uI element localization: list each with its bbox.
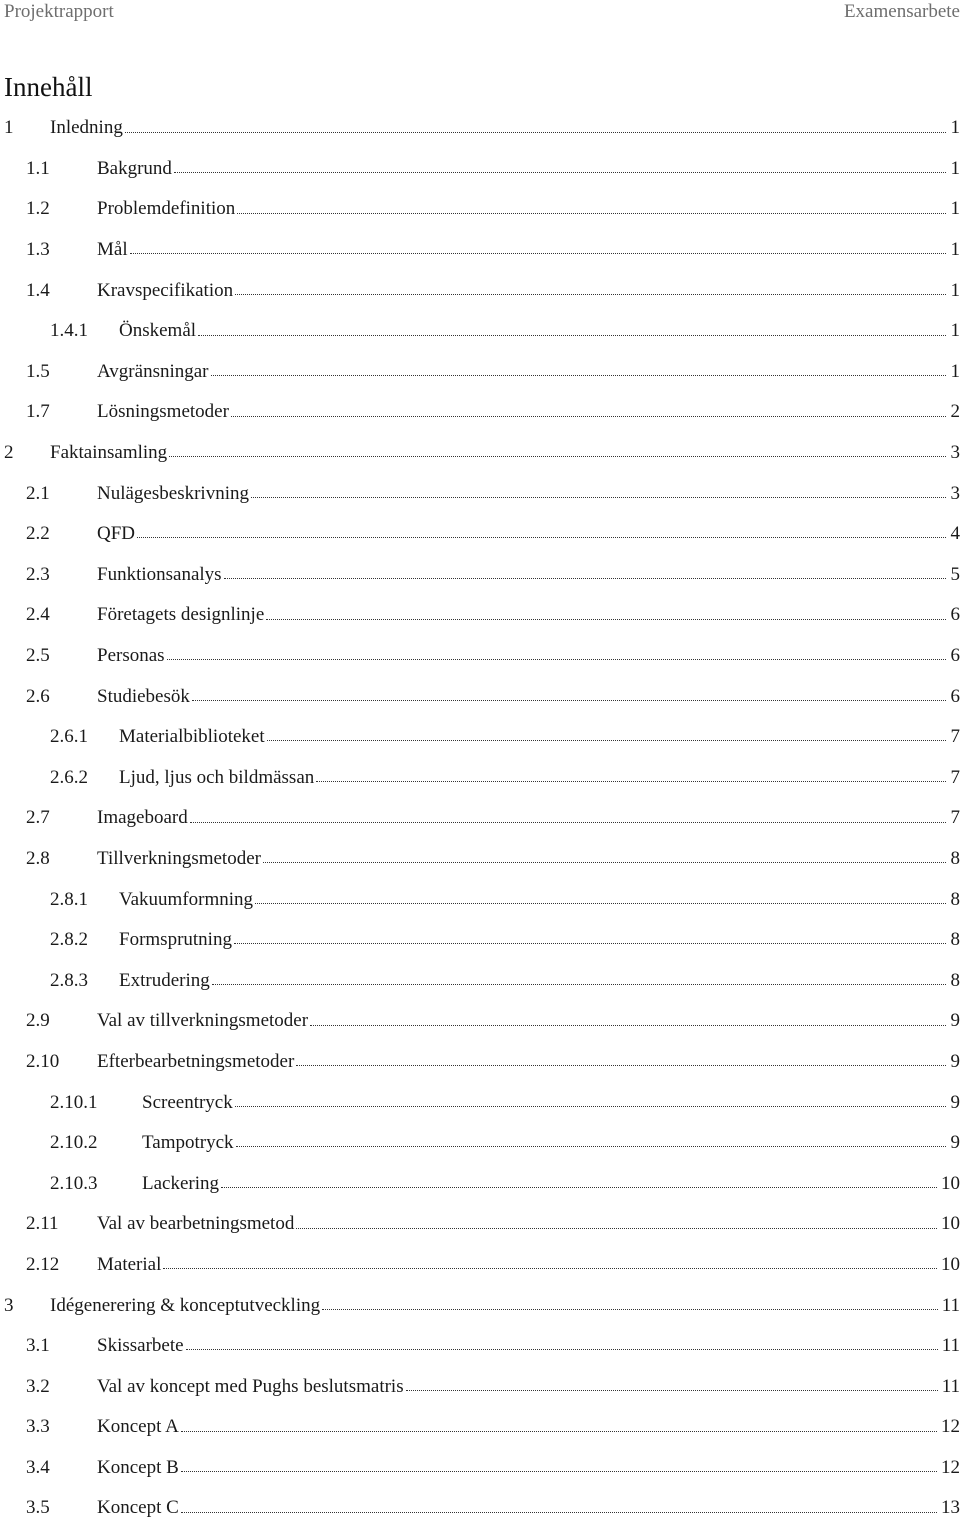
- toc-entry-page: 10: [939, 1213, 960, 1235]
- toc-entry[interactable]: [0, 717, 960, 758]
- toc-entry[interactable]: [0, 108, 960, 149]
- toc-entry-title[interactable]: Materialbiblioteket: [119, 726, 267, 748]
- toc-dot-leader: [224, 578, 946, 579]
- toc-entry-number: 3.1: [26, 1335, 50, 1357]
- toc-dot-leader: [192, 700, 946, 701]
- toc-entry-title[interactable]: Koncept B: [97, 1457, 181, 1479]
- toc-title: Innehåll: [4, 72, 92, 103]
- toc-entry-title[interactable]: Skissarbete: [97, 1335, 186, 1357]
- toc-entry-number: 2.3: [26, 564, 50, 586]
- toc-entry-page: 1: [949, 239, 960, 261]
- toc-entry-page: 8: [949, 889, 960, 911]
- toc-entry[interactable]: [0, 1488, 960, 1529]
- toc-entry-title[interactable]: Mål: [97, 239, 130, 261]
- table-of-contents: [0, 108, 960, 1529]
- toc-entry-page: 7: [949, 726, 960, 748]
- toc-entry-number: 1.5: [26, 361, 50, 383]
- toc-entry-page: 13: [939, 1497, 960, 1519]
- toc-entry-page: 11: [940, 1376, 960, 1398]
- page-header: [0, 0, 960, 26]
- toc-entry-page: 11: [940, 1335, 960, 1357]
- toc-entry-page: 6: [949, 604, 960, 626]
- toc-entry-title[interactable]: Imageboard: [97, 807, 190, 829]
- toc-entry-title[interactable]: Faktainsamling: [50, 442, 169, 464]
- toc-entry-number: 1.3: [26, 239, 50, 261]
- toc-entry-number: 2.11: [26, 1213, 59, 1235]
- toc-entry[interactable]: [0, 1245, 960, 1286]
- toc-entry-title[interactable]: Nulägesbeskrivning: [97, 483, 251, 505]
- toc-entry-title[interactable]: Kravspecifikation: [97, 280, 235, 302]
- toc-dot-leader: [235, 1106, 946, 1107]
- toc-entry-title[interactable]: Personas: [97, 645, 167, 667]
- toc-entry-page: 12: [939, 1457, 960, 1479]
- toc-entry[interactable]: [0, 392, 960, 433]
- toc-entry[interactable]: [0, 189, 960, 230]
- toc-dot-leader: [406, 1390, 938, 1391]
- toc-entry[interactable]: [0, 1082, 960, 1123]
- toc-entry-title[interactable]: QFD: [97, 523, 137, 545]
- toc-dot-leader: [211, 375, 946, 376]
- toc-entry-page: 8: [949, 929, 960, 951]
- toc-entry-number: 2.10.3: [50, 1173, 98, 1195]
- toc-entry-number: 2.10.2: [50, 1132, 98, 1154]
- toc-entry[interactable]: [0, 149, 960, 190]
- toc-entry-title[interactable]: Ljud, ljus och bildmässan: [119, 767, 316, 789]
- toc-entry-number: 2.10: [26, 1051, 59, 1073]
- toc-entry-page: 1: [949, 320, 960, 342]
- toc-entry[interactable]: [0, 1366, 960, 1407]
- toc-entry[interactable]: [0, 920, 960, 961]
- toc-entry[interactable]: [0, 352, 960, 393]
- toc-entry-title[interactable]: Efterbearbetningsmetoder: [97, 1051, 296, 1073]
- toc-entry-title[interactable]: Inledning: [50, 117, 125, 139]
- toc-dot-leader: [212, 984, 946, 985]
- toc-dot-leader: [255, 903, 946, 904]
- toc-dot-leader: [163, 1268, 937, 1269]
- toc-entry-page: 8: [949, 848, 960, 870]
- toc-dot-leader: [231, 416, 946, 417]
- toc-entry-number: 2.8.2: [50, 929, 88, 951]
- toc-entry[interactable]: [0, 514, 960, 555]
- toc-dot-leader: [296, 1228, 937, 1229]
- toc-dot-leader: [181, 1471, 937, 1472]
- toc-entry[interactable]: [0, 636, 960, 677]
- toc-entry-title[interactable]: Screentryck: [142, 1092, 235, 1114]
- toc-entry[interactable]: [0, 758, 960, 799]
- toc-entry-page: 10: [939, 1254, 960, 1276]
- toc-dot-leader: [167, 659, 946, 660]
- toc-entry-page: 1: [949, 158, 960, 180]
- toc-dot-leader: [237, 213, 946, 214]
- toc-entry-number: 2.8.1: [50, 889, 88, 911]
- toc-entry-page: 1: [949, 361, 960, 383]
- toc-entry-page: 12: [939, 1416, 960, 1438]
- toc-dot-leader: [310, 1025, 946, 1026]
- toc-entry-number: 3: [4, 1295, 14, 1317]
- toc-entry[interactable]: [0, 1204, 960, 1245]
- toc-entry-title[interactable]: Koncept C: [97, 1497, 181, 1519]
- toc-entry-title[interactable]: Lösningsmetoder: [97, 401, 231, 423]
- toc-entry[interactable]: [0, 1448, 960, 1489]
- toc-entry[interactable]: [0, 1001, 960, 1042]
- toc-entry[interactable]: [0, 676, 960, 717]
- toc-entry-page: 1: [949, 280, 960, 302]
- toc-entry[interactable]: [0, 473, 960, 514]
- toc-entry-page: 3: [949, 483, 960, 505]
- toc-entry-page: 7: [949, 807, 960, 829]
- toc-entry[interactable]: [0, 1042, 960, 1083]
- toc-entry[interactable]: [0, 230, 960, 271]
- toc-entry-page: 1: [949, 198, 960, 220]
- toc-dot-leader: [251, 497, 946, 498]
- toc-dot-leader: [137, 537, 946, 538]
- toc-entry-title[interactable]: Företagets designlinje: [97, 604, 266, 626]
- toc-entry-page: 6: [949, 686, 960, 708]
- toc-entry-page: 3: [949, 442, 960, 464]
- toc-entry-title[interactable]: Extrudering: [119, 970, 212, 992]
- toc-entry-number: 1.4: [26, 280, 50, 302]
- toc-entry-title[interactable]: Koncept A: [97, 1416, 181, 1438]
- toc-entry-title[interactable]: Studiebesök: [97, 686, 192, 708]
- toc-entry-page: 10: [939, 1173, 960, 1195]
- toc-entry[interactable]: [0, 960, 960, 1001]
- toc-entry-title[interactable]: Val av bearbetningsmetod: [97, 1213, 296, 1235]
- toc-entry-page: 1: [949, 117, 960, 139]
- toc-entry-page: 9: [949, 1132, 960, 1154]
- toc-dot-leader: [125, 132, 946, 133]
- toc-entry-number: 3.3: [26, 1416, 50, 1438]
- toc-dot-leader: [322, 1309, 938, 1310]
- toc-entry[interactable]: [0, 270, 960, 311]
- toc-entry-page: 5: [949, 564, 960, 586]
- toc-entry-title[interactable]: Tampotryck: [142, 1132, 236, 1154]
- toc-entry-number: 2.5: [26, 645, 50, 667]
- toc-entry-number: 2.7: [26, 807, 50, 829]
- toc-dot-leader: [174, 172, 946, 173]
- toc-dot-leader: [296, 1065, 946, 1066]
- header-document-type: Projektrapport: [4, 1, 114, 23]
- toc-entry-number: 2.1: [26, 483, 50, 505]
- toc-entry[interactable]: [0, 555, 960, 596]
- toc-entry-title[interactable]: Formsprutning: [119, 929, 234, 951]
- toc-dot-leader: [169, 456, 946, 457]
- toc-entry-number: 2.8.3: [50, 970, 88, 992]
- toc-entry-title[interactable]: Vakuumformning: [119, 889, 255, 911]
- toc-entry-number: 2.6.2: [50, 767, 88, 789]
- toc-entry-number: 2.8: [26, 848, 50, 870]
- toc-entry-page: 9: [949, 1092, 960, 1114]
- toc-entry-number: 3.5: [26, 1497, 50, 1519]
- toc-dot-leader: [236, 1146, 946, 1147]
- toc-dot-leader: [316, 781, 946, 782]
- toc-entry-page: 7: [949, 767, 960, 789]
- toc-entry-number: 2.10.1: [50, 1092, 98, 1114]
- toc-entry-number: 1.4.1: [50, 320, 88, 342]
- toc-dot-leader: [234, 943, 946, 944]
- toc-entry[interactable]: [0, 1163, 960, 1204]
- toc-entry[interactable]: [0, 595, 960, 636]
- toc-entry[interactable]: [0, 1285, 960, 1326]
- toc-entry-number: 2.6: [26, 686, 50, 708]
- toc-entry-number: 2.12: [26, 1254, 59, 1276]
- toc-entry-page: 8: [949, 970, 960, 992]
- toc-entry-page: 11: [940, 1295, 960, 1317]
- toc-entry[interactable]: [0, 1123, 960, 1164]
- toc-entry[interactable]: [0, 879, 960, 920]
- toc-entry-page: 6: [949, 645, 960, 667]
- toc-entry-number: 1.1: [26, 158, 50, 180]
- toc-entry-page: 4: [949, 523, 960, 545]
- toc-dot-leader: [263, 862, 946, 863]
- toc-dot-leader: [130, 253, 946, 254]
- toc-entry-page: 2: [949, 401, 960, 423]
- toc-entry-title[interactable]: Val av koncept med Pughs beslutsmatris: [97, 1376, 406, 1398]
- toc-dot-leader: [266, 619, 946, 620]
- toc-entry-title[interactable]: Lackering: [142, 1173, 221, 1195]
- toc-dot-leader: [267, 740, 946, 741]
- toc-entry-title[interactable]: Funktionsanalys: [97, 564, 224, 586]
- toc-entry[interactable]: [0, 433, 960, 474]
- toc-entry-number: 2.9: [26, 1010, 50, 1032]
- toc-entry-number: 2: [4, 442, 14, 464]
- toc-entry-title[interactable]: Idégenerering & konceptutveckling: [50, 1295, 322, 1317]
- toc-entry[interactable]: [0, 1326, 960, 1367]
- header-document-category: Examensarbete: [844, 1, 960, 23]
- toc-entry-title[interactable]: Bakgrund: [97, 158, 174, 180]
- toc-entry-number: 3.4: [26, 1457, 50, 1479]
- toc-entry[interactable]: [0, 839, 960, 880]
- toc-entry-number: 1: [4, 117, 14, 139]
- toc-entry[interactable]: [0, 798, 960, 839]
- toc-entry[interactable]: [0, 311, 960, 352]
- toc-entry-title[interactable]: Problemdefinition: [97, 198, 237, 220]
- toc-entry-title[interactable]: Val av tillverkningsmetoder: [97, 1010, 310, 1032]
- toc-entry-number: 1.2: [26, 198, 50, 220]
- toc-dot-leader: [181, 1431, 937, 1432]
- toc-entry-title[interactable]: Material: [97, 1254, 163, 1276]
- toc-dot-leader: [198, 335, 946, 336]
- toc-dot-leader: [221, 1187, 937, 1188]
- toc-dot-leader: [235, 294, 946, 295]
- toc-dot-leader: [186, 1349, 938, 1350]
- toc-entry-title[interactable]: Tillverkningsmetoder: [97, 848, 263, 870]
- toc-entry-number: 1.7: [26, 401, 50, 423]
- toc-entry-number: 2.6.1: [50, 726, 88, 748]
- toc-entry-page: 9: [949, 1051, 960, 1073]
- toc-entry-number: 2.2: [26, 523, 50, 545]
- toc-entry-title[interactable]: Önskemål: [119, 320, 198, 342]
- toc-entry-number: 2.4: [26, 604, 50, 626]
- toc-dot-leader: [190, 822, 946, 823]
- toc-entry-title[interactable]: Avgränsningar: [97, 361, 211, 383]
- toc-entry-number: 3.2: [26, 1376, 50, 1398]
- toc-entry[interactable]: [0, 1407, 960, 1448]
- toc-entry-page: 9: [949, 1010, 960, 1032]
- toc-dot-leader: [181, 1512, 937, 1513]
